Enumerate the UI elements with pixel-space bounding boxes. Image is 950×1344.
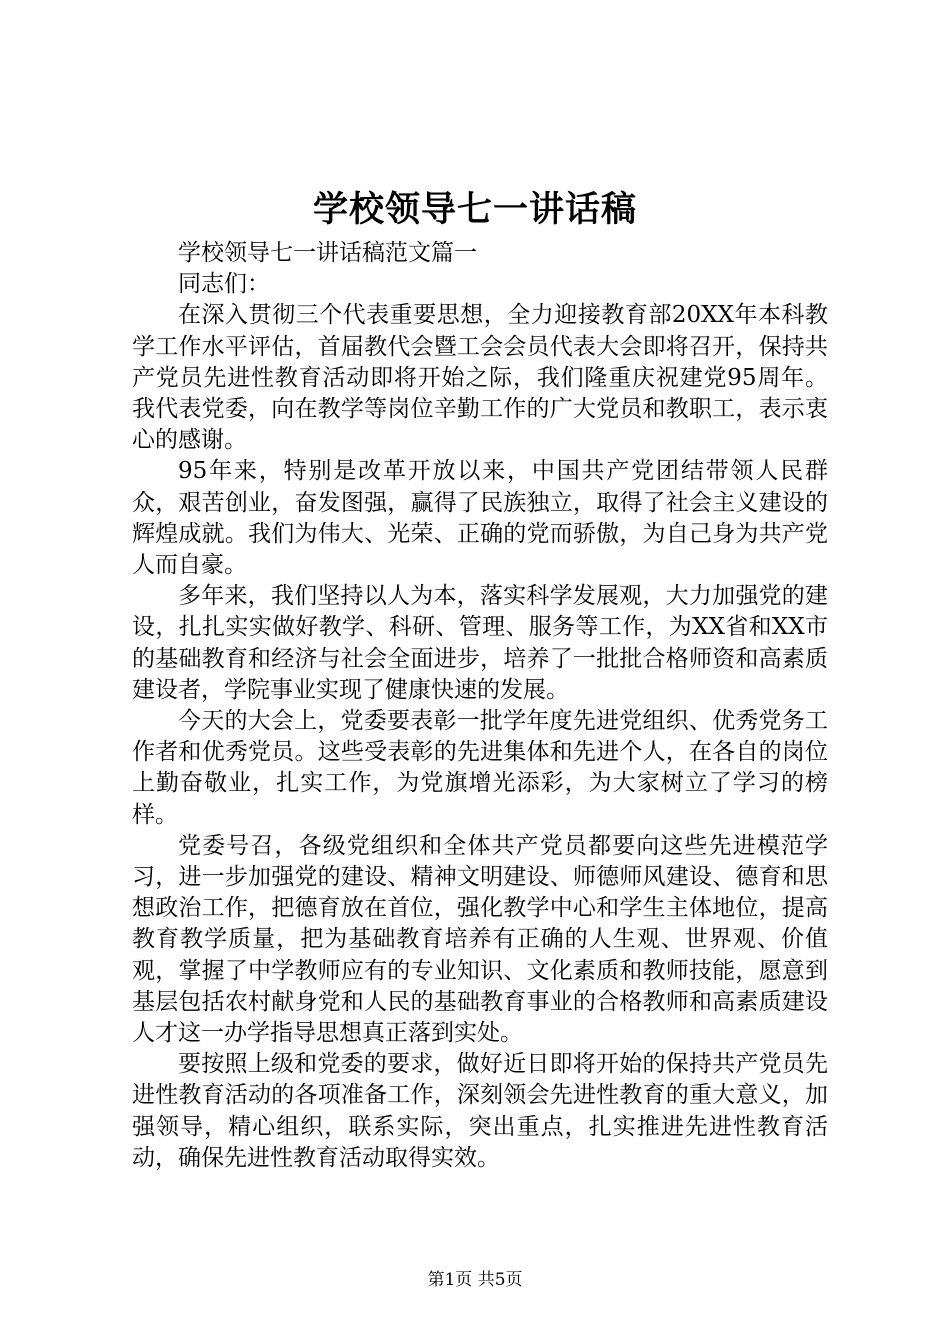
body-paragraph: 党委号召，各级党组织和全体共产党员都要向这些先进模范学习，进一步加强党的建设、精神文明建设、师德师风建设、德育和思想政治工作，把德育放在首位，强化教学中心和学生主体地位，提高教育教学质量，把为基础教育培养有正确的人生观、世界观、价值观，掌握了中学教师应有的专业知识、文化素质和教师技能，愿意到基层包括农村献身党和人民的基础教育事业的合格教师和高素质建设人才这一办学指导思想真正落到实处。 bbox=[132, 832, 828, 1047]
page-number-footer: 第1页 共5页 bbox=[427, 1270, 523, 1290]
subtitle-paragraph: 学校领导七一讲话稿范文篇一 bbox=[178, 240, 477, 266]
salutation-paragraph: 同志们： bbox=[178, 271, 270, 298]
body-paragraph: 95年来，特别是改革开放以来，中国共产党团结带领人民群众，艰苦创业，奋发图强，赢得了民族独立，取得了社会主义建设的辉煌成就。我们为伟大、光荣、正确的党而骄傲，为自己身为共产党人而自豪。 bbox=[132, 458, 828, 579]
body-paragraph: 今天的大会上，党委要表彰一批学年度先进党组织、优秀党务工作者和优秀党员。这些受表彰的先进集体和先进个人，在各自的岗位上勤奋敬业，扎实工作，为党旗增光添彩，为大家树立了学习的榜样。 bbox=[132, 708, 828, 828]
body-paragraph: 多年来，我们坚持以人为本，落实科学发展观，大力加强党的建设，扎扎实实做好教学、科研、管理、服务等工作，为XX省和XX市的基础教育和经济与社会全面进步，培养了一批批合格师资和高素质建设者，学院事业实现了健康快速的发展。 bbox=[132, 583, 828, 703]
body-paragraph: 在深入贯彻三个代表重要思想，全力迎接教育部20XX年本科教学工作水平评估，首届教代会暨工会会员代表大会即将召开，保持共产党员先进性教育活动即将开始之际，我们隆重庆祝建党95周年。我代表党委，向在教学等岗位辛勤工作的广大党员和教职工，表示衷心的感谢。 bbox=[132, 302, 828, 454]
document-body bbox=[132, 238, 828, 1174]
document-title: 学校领导七一讲话稿 bbox=[312, 189, 637, 230]
body-paragraph: 要按照上级和党委的要求，做好近日即将开始的保持共产党员先进性教育活动的各项准备工作，深刻领会先进性教育的重大意义，加强领导，精心组织，联系实际，突出重点，扎实推进先进性教育活动，确保先进性教育活动取得实效。 bbox=[132, 1051, 828, 1171]
